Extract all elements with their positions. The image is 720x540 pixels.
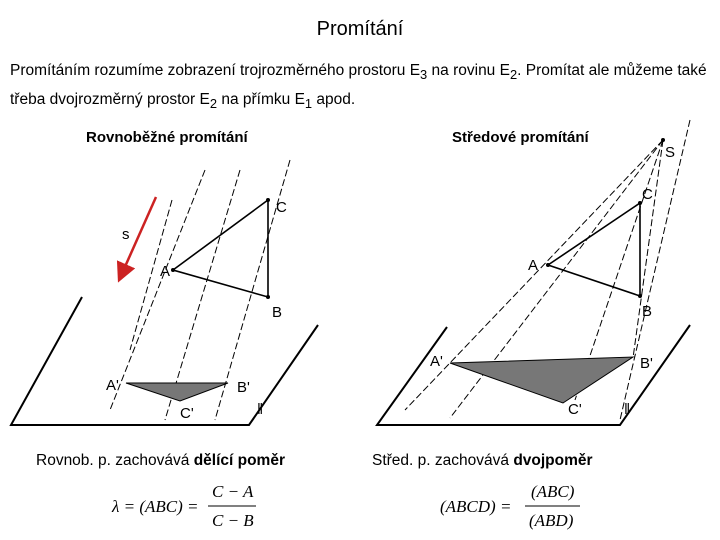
svg-text:C − B: C − B	[212, 511, 254, 530]
central-projection-diagram	[377, 120, 690, 425]
point-A-right: A	[528, 257, 539, 274]
point-A2-left: A'	[106, 377, 119, 394]
plane-label-right: ǁ	[624, 401, 631, 418]
formula-right	[440, 482, 580, 530]
intro-paragraph: Promítáním rozumíme zobrazení trojrozměrného prostoru $E_3$ na rovinu $E_2$. Promítat ale můžeme také třeba dvojrozměrný prostor $E_2$ na přímku $E_1$ apod.	[10, 62, 707, 112]
point-C2-right: C'	[568, 401, 582, 418]
formula-left	[111, 482, 256, 530]
point-B-right: B	[642, 303, 653, 320]
svg-text:(ABCD) =: (ABCD) =	[440, 497, 512, 516]
page-title: Promítání	[316, 18, 404, 40]
svg-text:(ABD): (ABD)	[529, 511, 574, 530]
point-B2-right: B'	[640, 355, 653, 372]
point-B-left: B	[272, 304, 283, 321]
point-A2-right: A'	[430, 353, 443, 370]
point-B2-left: B'	[237, 379, 250, 396]
central-projection-title: Středové promítání	[452, 129, 589, 146]
svg-text:(ABC): (ABC)	[531, 482, 575, 501]
projected-triangle-right	[450, 357, 633, 403]
direction-label: s	[122, 226, 130, 243]
point-C-right: C	[642, 186, 653, 203]
parallel-projection-diagram	[11, 160, 318, 425]
point-C-left: C	[276, 199, 287, 216]
plane-label-left: ǁ	[257, 401, 264, 418]
svg-text:C − A: C − A	[212, 482, 254, 501]
center-label: S	[665, 144, 676, 161]
triangle-ABC-left	[173, 200, 268, 297]
point-A-left: A	[160, 263, 171, 280]
parallel-projection-title: Rovnoběžné promítání	[86, 129, 248, 146]
point-C2-left: C'	[180, 405, 194, 422]
svg-text:λ = (ABC) =: λ = (ABC) =	[112, 497, 199, 516]
parallel-note: Rovnob. p. zachovává dělící poměr	[36, 452, 285, 469]
central-note: Střed. p. zachovává dvojpoměr	[372, 452, 593, 469]
projected-triangle-left	[126, 383, 228, 401]
projecting-lines-left	[110, 160, 290, 420]
center-point	[661, 138, 665, 142]
